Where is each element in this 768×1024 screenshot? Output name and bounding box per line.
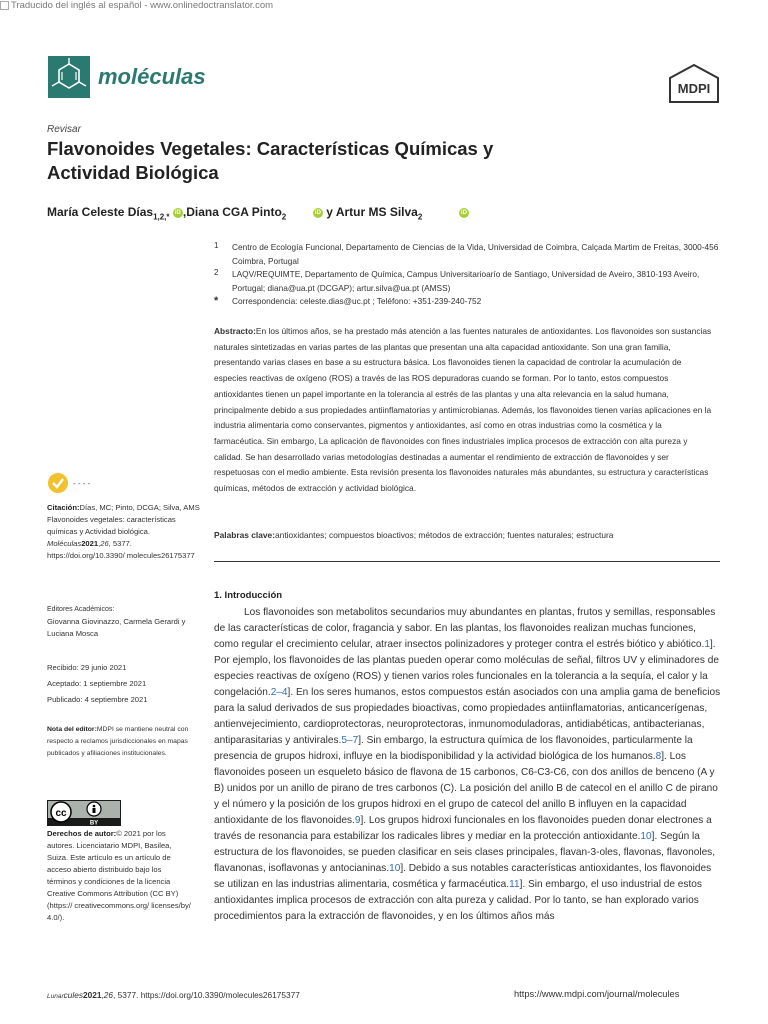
received-date: Recibido: 29 junio 2021 bbox=[47, 663, 127, 672]
citation-text: Días, MC; Pinto, DCGA; Silva, AMS Flavonoides vegetales: características químicas y Actividad biológica. bbox=[47, 503, 200, 536]
page-title: Flavonoides Vegetales: Características Químicas y Actividad Biológica bbox=[47, 138, 494, 183]
author-1-affil: 1,2,* bbox=[153, 212, 170, 222]
footer-year: 2021 bbox=[83, 990, 102, 1000]
author-3[interactable]: Artur MS Silva bbox=[335, 205, 418, 219]
affiliation-marker: 1 bbox=[214, 241, 219, 250]
creative-commons-icon bbox=[47, 800, 121, 826]
translate-icon bbox=[0, 1, 9, 10]
journal-name: moléculas bbox=[98, 64, 206, 89]
citation-journal: Moléculas bbox=[47, 539, 82, 548]
orcid-icon[interactable]: iD bbox=[314, 209, 321, 216]
cc-license-badge[interactable] bbox=[47, 800, 121, 831]
copyright-block bbox=[47, 828, 192, 924]
svg-text:cc: cc bbox=[55, 808, 67, 819]
abstract-text: En los últimos años, se ha prestado más atención a las fuentes naturales de antioxidantes. Los flavonoides son sustancias naturales sintetizadas en varias partes de las plantas que presentan una alta capacidad antioxidante. Son una gran familia, presentando varias clases en base a su estructura básica. Los flavonoides tienen la capacidad de controlar la acumulación de especies reactivas de oxígeno (ROS) a través de las ROS depuradoras cuando se forman. Por lo tanto, estos compuestos antioxidantes tienen un papel importante en la tolerancia al estrés de las plantas y una alta relevancia en la salud humana, principalmente debido a sus propiedades antiinflamatorias y antimicrobianas. Además, los flavonoides tienen varias aplicaciones en la industria alimentaria como conservantes, pigmentos y antioxidantes, así como en otras industrias como la cosmética y la farmacéutica. Sin embargo, La aplicación de flavonoides con fines industriales implica procesos de extracción con alta pureza y calidad. Se han desarrollado varias metodologías destinadas a aumentar el rendimiento de extracción de flavonoides y ser respetuosas con el medio ambiente. Esta revisión presenta los flavonoides naturales más abundantes, su estructura y características químicas, métodos de extracción y actividad biológica. bbox=[214, 326, 712, 494]
editors-names: Giovanna Giovinazzo, Carmela Gerardi y Luciana Mosca bbox=[47, 617, 186, 638]
copyright-label: Derechos de autor: bbox=[47, 829, 117, 838]
citation-volume: 26 bbox=[100, 539, 109, 548]
intro-text-segment: ]. Según la estructura de los flavonoides, se pueden clasificar en seis clases principales, flavan-3-oles, flavonas, flavonoles, flavanonas, isoflavonas y antocianinas. bbox=[214, 831, 716, 874]
divider bbox=[214, 561, 720, 562]
mdpi-logo-icon bbox=[668, 64, 720, 104]
correspondence bbox=[214, 294, 734, 308]
intro-text-segment: ]. Sin embargo, el uso industrial de estos antioxidantes implica procesos de extracción con alta pureza y calidad. Por lo tanto, se han explorado varios procedimientos para la extracción de flavonoides, y en los últimos años más bbox=[214, 879, 702, 922]
translation-banner[interactable] bbox=[0, 0, 273, 11]
reference-link[interactable]: 8 bbox=[655, 751, 662, 762]
affiliation-2 bbox=[214, 267, 734, 295]
reference-link[interactable]: 10 bbox=[389, 863, 401, 874]
orcid-icon[interactable]: iD bbox=[461, 209, 467, 216]
affiliation-marker: * bbox=[214, 295, 219, 307]
banner-text: Traducido del inglés al español - www.onlinedoctranslator.com bbox=[11, 0, 274, 11]
affiliation-text: Centro de Ecología Funcional, Departamento de Ciencias de la Vida, Universidad de Coimbra, Calçada Martim de Freitas, 3000-456 Coimbra, Portugal bbox=[232, 242, 719, 266]
check-for-updates-button[interactable] bbox=[47, 472, 90, 494]
footer-journal-url[interactable]: https://www.mdpi.com/journal/molecules bbox=[514, 989, 680, 999]
reference-link[interactable]: 10 bbox=[640, 831, 652, 842]
publisher-name: MDPI bbox=[677, 81, 711, 96]
editors-label: Editores Académicos: bbox=[47, 606, 115, 613]
molecule-logo-icon bbox=[48, 56, 90, 98]
author-1[interactable]: María Celeste Días bbox=[47, 205, 154, 219]
reference-link[interactable]: 11 bbox=[509, 879, 520, 890]
citation-label: Citación: bbox=[47, 503, 80, 512]
section-heading: 1. Introducción bbox=[214, 590, 283, 601]
affiliation-1 bbox=[214, 240, 734, 266]
keywords-label: Palabras clave: bbox=[214, 530, 275, 540]
keywords bbox=[214, 530, 714, 540]
footer-doi[interactable]: , 5377. https://doi.org/10.3390/molecules26175377 bbox=[113, 990, 300, 1000]
editors-block bbox=[47, 604, 207, 640]
publisher-note bbox=[47, 724, 197, 760]
author-2[interactable]: Diana CGA Pinto bbox=[186, 205, 282, 219]
citation-year: 2021 bbox=[81, 539, 99, 548]
introduction-body bbox=[214, 605, 722, 925]
author-3-affil: 2 bbox=[417, 212, 423, 222]
affiliation-marker: 2 bbox=[214, 268, 219, 277]
footer-journal: cules bbox=[63, 990, 83, 1000]
updates-label: - - - - bbox=[73, 478, 91, 488]
note-text: MDPI se mantiene neutral con respecto a reclamos jurisdiccionales en mapas publicados y afiliaciones institucionales. bbox=[47, 726, 189, 757]
intro-text-segment: ]. Los grupos hidroxi funcionales en los flavonoides pueden donar electrones a través de resonancia para estabilizar los radicales libres y mediar en la protección antioxidante. bbox=[214, 815, 712, 842]
author-list: María Celeste Días$_{1,2,*}$ iD ,Diana CGA Pinto$_2$ iD y Artur MS Silva$_2$ iD bbox=[47, 205, 467, 222]
journal-logo[interactable] bbox=[48, 56, 206, 98]
intro-text-segment: ]. Por ejemplo, los flavonoides de las plantas pueden operar como moléculas de señal, filtros UV y eliminadores de especies reactivas de oxígeno (ROS) y tienen varios roles funcionales en la tolerancia a la sequía, el calor y la congelación. bbox=[214, 639, 719, 698]
article-type: Revisar bbox=[47, 124, 81, 135]
published-date: Publicado: 4 septiembre 2021 bbox=[47, 695, 148, 704]
intro-text-segment: ]. En los seres humanos, estos compuestos están asociados con una amplia gama de beneficios para la salud derivados de sus propiedades bioactivas, como propiedades antiinflamatorias, anticancerígenas, antienvejecimiento, cardioprotectoras, neuroprotectoras, inmunomoduladoras, antidiabéticas, antibacterianas, antiparasitarias y antivirales. bbox=[214, 687, 721, 746]
cc-label: BY bbox=[89, 820, 99, 826]
reference-link[interactable]: 5–7 bbox=[341, 735, 359, 746]
footer-prefix: Lunar bbox=[47, 993, 64, 1000]
dates-block bbox=[47, 662, 207, 706]
reference-link[interactable]: 9 bbox=[354, 815, 361, 826]
keywords-text: antioxidantes; compuestos bioactivos; métodos de extracción; fuentes naturales; estructura bbox=[275, 530, 614, 540]
intro-text-segment: ]. Debido a sus notables características antioxidantes, los flavonoides se utilizan en las industrias alimentaria, cosmética y farmacéutica. bbox=[214, 863, 712, 890]
footer-volume: 26 bbox=[103, 990, 114, 1000]
orcid-icon[interactable]: iD bbox=[174, 209, 181, 216]
check-updates-icon bbox=[47, 472, 69, 494]
author-2-affil: 2 bbox=[281, 212, 287, 222]
affiliation-text: LAQV/REQUIMTE, Departamento de Química, Campus Universitarioarío de Santiago, Universidad de Aveiro, 3810-193 Aveiro, Portugal; diana@ua.pt (DCGAP); artur.silva@ua.pt (AMSS) bbox=[232, 269, 700, 293]
publisher-logo[interactable] bbox=[668, 64, 720, 109]
citation-doi[interactable]: , 5377. https://doi.org/10.3390/ molecules26175377 bbox=[47, 539, 195, 560]
intro-text-segment: ]. Los flavonoides poseen un esqueleto básico de flavona de 15 carbonos, C6-C3-C6, con dos anillos de benceno (A y B) unidos por un anillo de pirano de tres carbonos (C). La posición del anillo B de catecol en el anillo C de pirano y el número y la posición de los grupos hidroxi en el grupo de catecol del anillo B influyen en la capacidad antioxidante de los flavonoides. bbox=[214, 751, 718, 826]
reference-link[interactable]: 1 bbox=[704, 639, 710, 650]
intro-text-segment: Los flavonoides son metabolitos secundarios muy abundantes en plantas, frutos y semillas, responsables de las características de color, fragancia y sabor. En las plantas, los flavonoides realizan muchas funciones, como regular el crecimiento celular, atraer insectos polinizadores y proteger contra el estrés biótico y abiótico. bbox=[214, 607, 716, 650]
abstract-label: Abstracto: bbox=[214, 326, 256, 336]
reference-link[interactable]: 2–4 bbox=[270, 687, 288, 698]
note-label: Nota del editor: bbox=[47, 726, 97, 733]
abstract bbox=[214, 324, 714, 497]
accepted-date: Aceptado: 1 septiembre 2021 bbox=[47, 679, 147, 688]
citation-block: Citación:Días, MC; Pinto, DCGA; Silva, AMS Flavonoides vegetales: características químicas y Actividad biológica. Moléculas2021,26, 5377. https://doi.org/10.3390/ molecules26175377 bbox=[47, 503, 200, 560]
copyright-text: © 2021 por los autores. Licenciatario MDPI, Basilea, Suiza. Este artículo es un artículo de acceso abierto distribuido bajo los términos y condiciones de la licencia Creative Commons Attribution (CC BY) (https:// creativecommons.org/ licenses/by/ 4.0/). bbox=[47, 829, 191, 922]
intro-text-segment: ]. Sin embargo, la estructura química de los flavonoides, particularmente la presencia de grupos hidroxi, influye en la biodisponibilidad y la actividad biológica de los humanos. bbox=[214, 735, 693, 762]
correspondence-text: Correspondencia: celeste.dias@uc.pt ; Teléfono: +351-239-240-752 bbox=[232, 296, 482, 306]
author-conjunction: y bbox=[326, 205, 333, 219]
footer-citation: Lunarcules2021,26, 5377. https://doi.org/10.3390/molecules26175377 bbox=[47, 990, 300, 1000]
